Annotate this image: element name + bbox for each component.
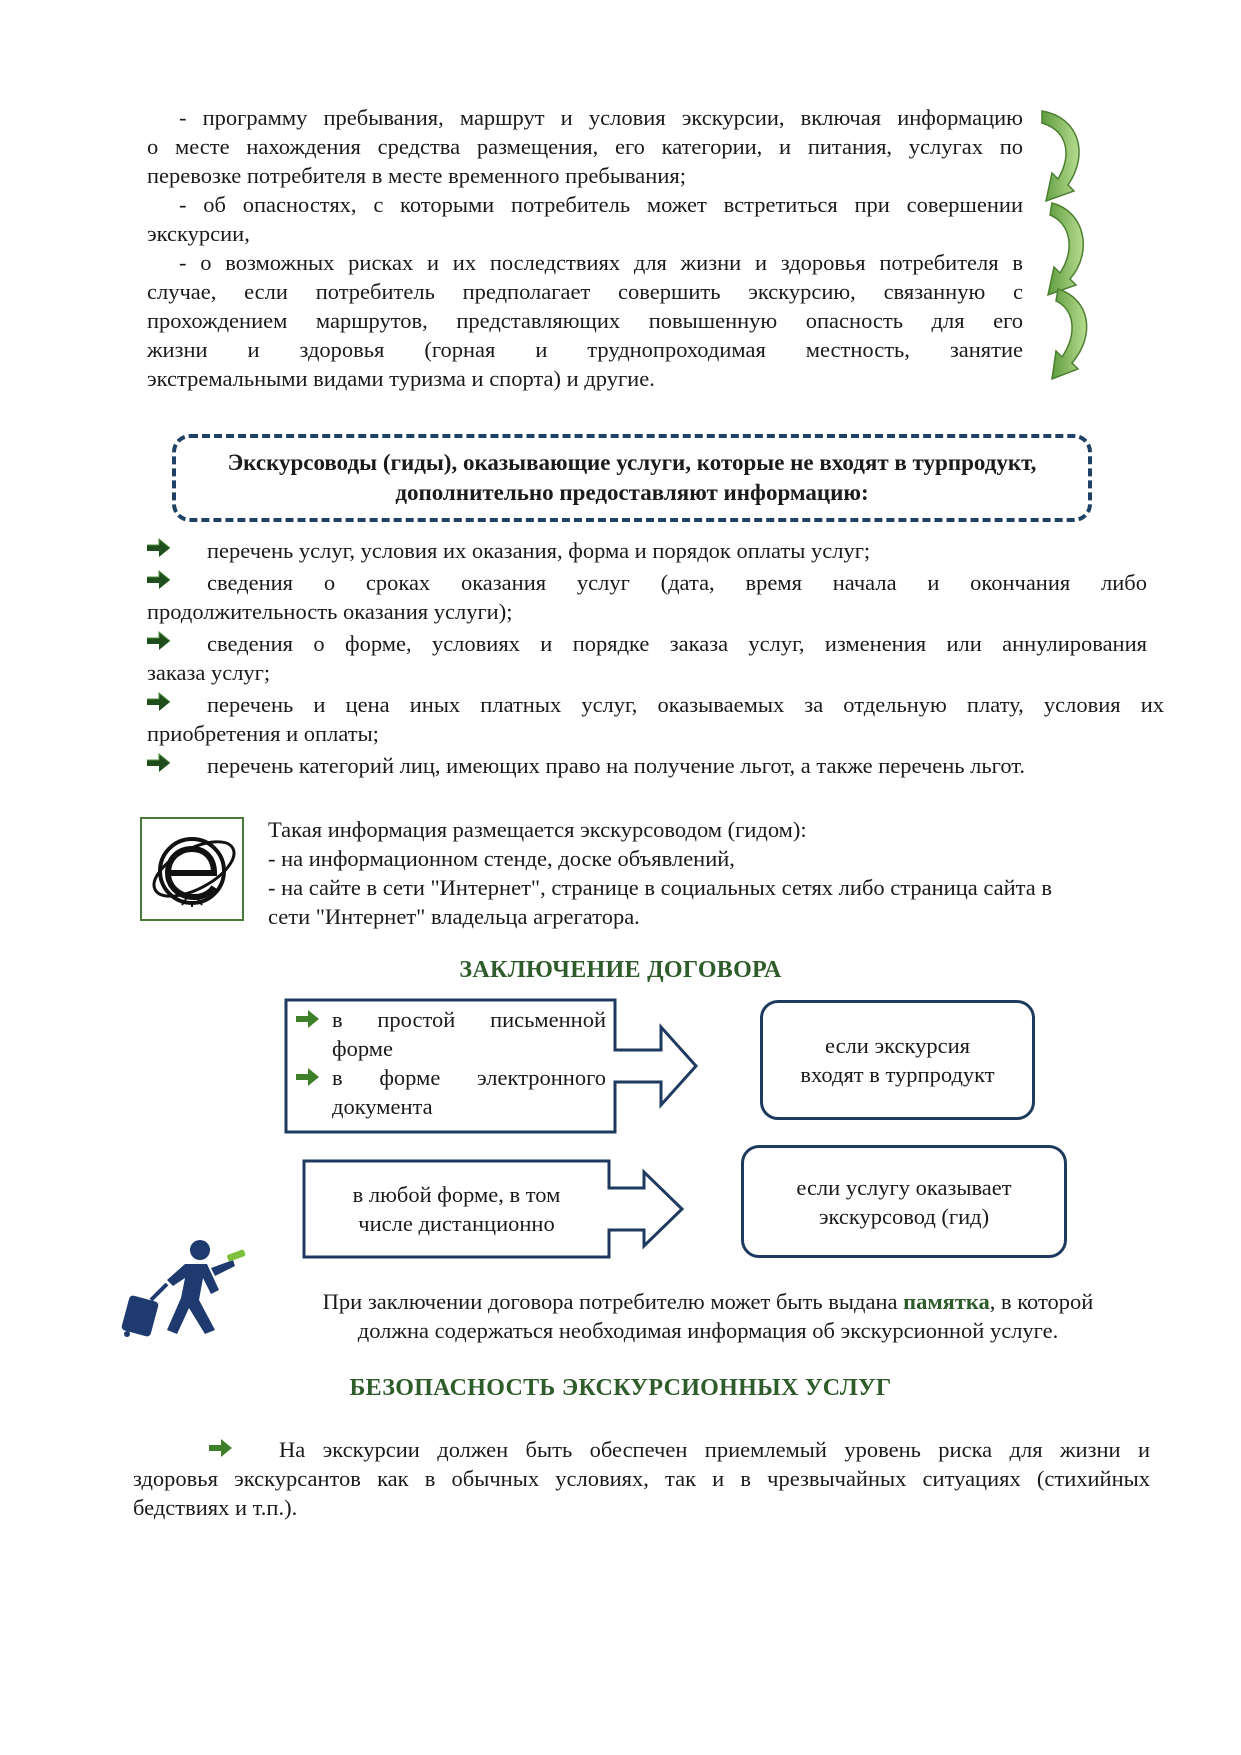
- safety-heading: БЕЗОПАСНОСТЬ ЭКСКУРСИОННЫХ УСЛУГ: [349, 1375, 892, 1401]
- green-arrow-bullet-icon: [147, 631, 171, 651]
- list-item: перечень и цена иных платных услуг, оказываемых за отдельную плату, условия их приобретения и оплаты;: [147, 692, 1164, 746]
- any-form-label: в любой форме, в том числе дистанционно: [352, 1182, 561, 1236]
- memo-text: При заключении договора потребителю может быть выдана памятка, в которой должна содержаться необходимая информация об экскурсионной услуге.: [322, 1289, 1094, 1343]
- green-arrow-bullet-icon: [296, 1067, 320, 1087]
- list-item: перечень категорий лиц, имеющих право на получение льгот, а также перечень льгот.: [147, 751, 1147, 780]
- green-arrow-bullet-icon: [296, 1009, 320, 1029]
- info-placement-text: Такая информация размещается экскурсоводом (гидом): - на информационном стенде, доске объявлений, - на сайте в сети "Интернет", странице в социальных сетях либо страница сайта в сети "Интернет" владельца агрегатора.: [268, 817, 1052, 929]
- list-item: сведения о форме, условиях и порядке заказа услуг, изменения или аннулирования заказа услуг;: [147, 631, 1147, 685]
- green-arrow-bullet-icon: [147, 570, 171, 590]
- guide-info-list: [147, 536, 1164, 783]
- guide-service-box: если услугу оказывает экскурсовод (гид): [741, 1145, 1067, 1258]
- green-arrow-bullet-icon: [147, 538, 171, 558]
- curved-arrows-icon: [1038, 103, 1098, 383]
- safety-text: На экскурсии должен быть обеспечен приемлемый уровень риска для жизни и здоровья экскурсантов как в обычных условиях, так и в чрезвычайных ситуациях (стихийных бедствиях и т.п.).: [133, 1437, 1150, 1520]
- forms-list: в простой письменной форме в форме электронного документа: [296, 1005, 606, 1121]
- green-arrow-bullet-icon: [209, 1438, 233, 1458]
- info-item-dangers: - об опасностях, с которыми потребитель может встретиться при совершении: [179, 192, 1023, 217]
- info-item-program: - программу пребывания, маршрут и условия экскурсии, включая информацию: [179, 105, 1023, 130]
- internet-explorer-icon: [140, 817, 244, 921]
- traveler-icon: [115, 1238, 250, 1338]
- list-item: сведения о сроках оказания услуг (дата, время начала и окончания либо продолжительность оказания услуги);: [147, 570, 1147, 624]
- info-item-risks: - о возможных рисках и их последствиях для жизни и здоровья потребителя в: [179, 250, 1023, 275]
- guides-callout: [172, 434, 1092, 522]
- green-arrow-bullet-icon: [147, 753, 171, 773]
- memo-highlight: памятка: [903, 1289, 990, 1314]
- tour-product-box: если экскурсия входят в турпродукт: [760, 1000, 1035, 1120]
- contract-heading: ЗАКЛЮЧЕНИЕ ДОГОВОРА: [459, 957, 782, 983]
- list-item: перечень услуг, условия их оказания, форма и порядок оплаты услуг;: [147, 536, 1147, 565]
- green-arrow-bullet-icon: [147, 692, 171, 712]
- consumer-info-list: - программу пребывания, маршрут и условия экскурсии, включая информацию о месте нахождения средства размещения, его категории, и питания, услугах по перевозке потребителя в месте временного пребывания; - об опасностях, с которыми потребитель может встретиться при совершении экскурсии, - о возможных рисках и их последствиях для жизни и здоровья потребителя в случае, если потребитель предполагает совершить экскурсию, связанную с прохождением маршрутов, представляющих повышенную опасность для его жизни и здоровья (горная и труднопроходимая местность, занятие экстремальными видами туризма и спорта) и другие.: [147, 105, 1023, 391]
- callout-line-2: дополнительно предоставляют информацию:: [395, 480, 869, 505]
- callout-line-1: Экскурсоводы (гиды), оказывающие услуги, которые не входят в турпродукт,: [227, 450, 1037, 475]
